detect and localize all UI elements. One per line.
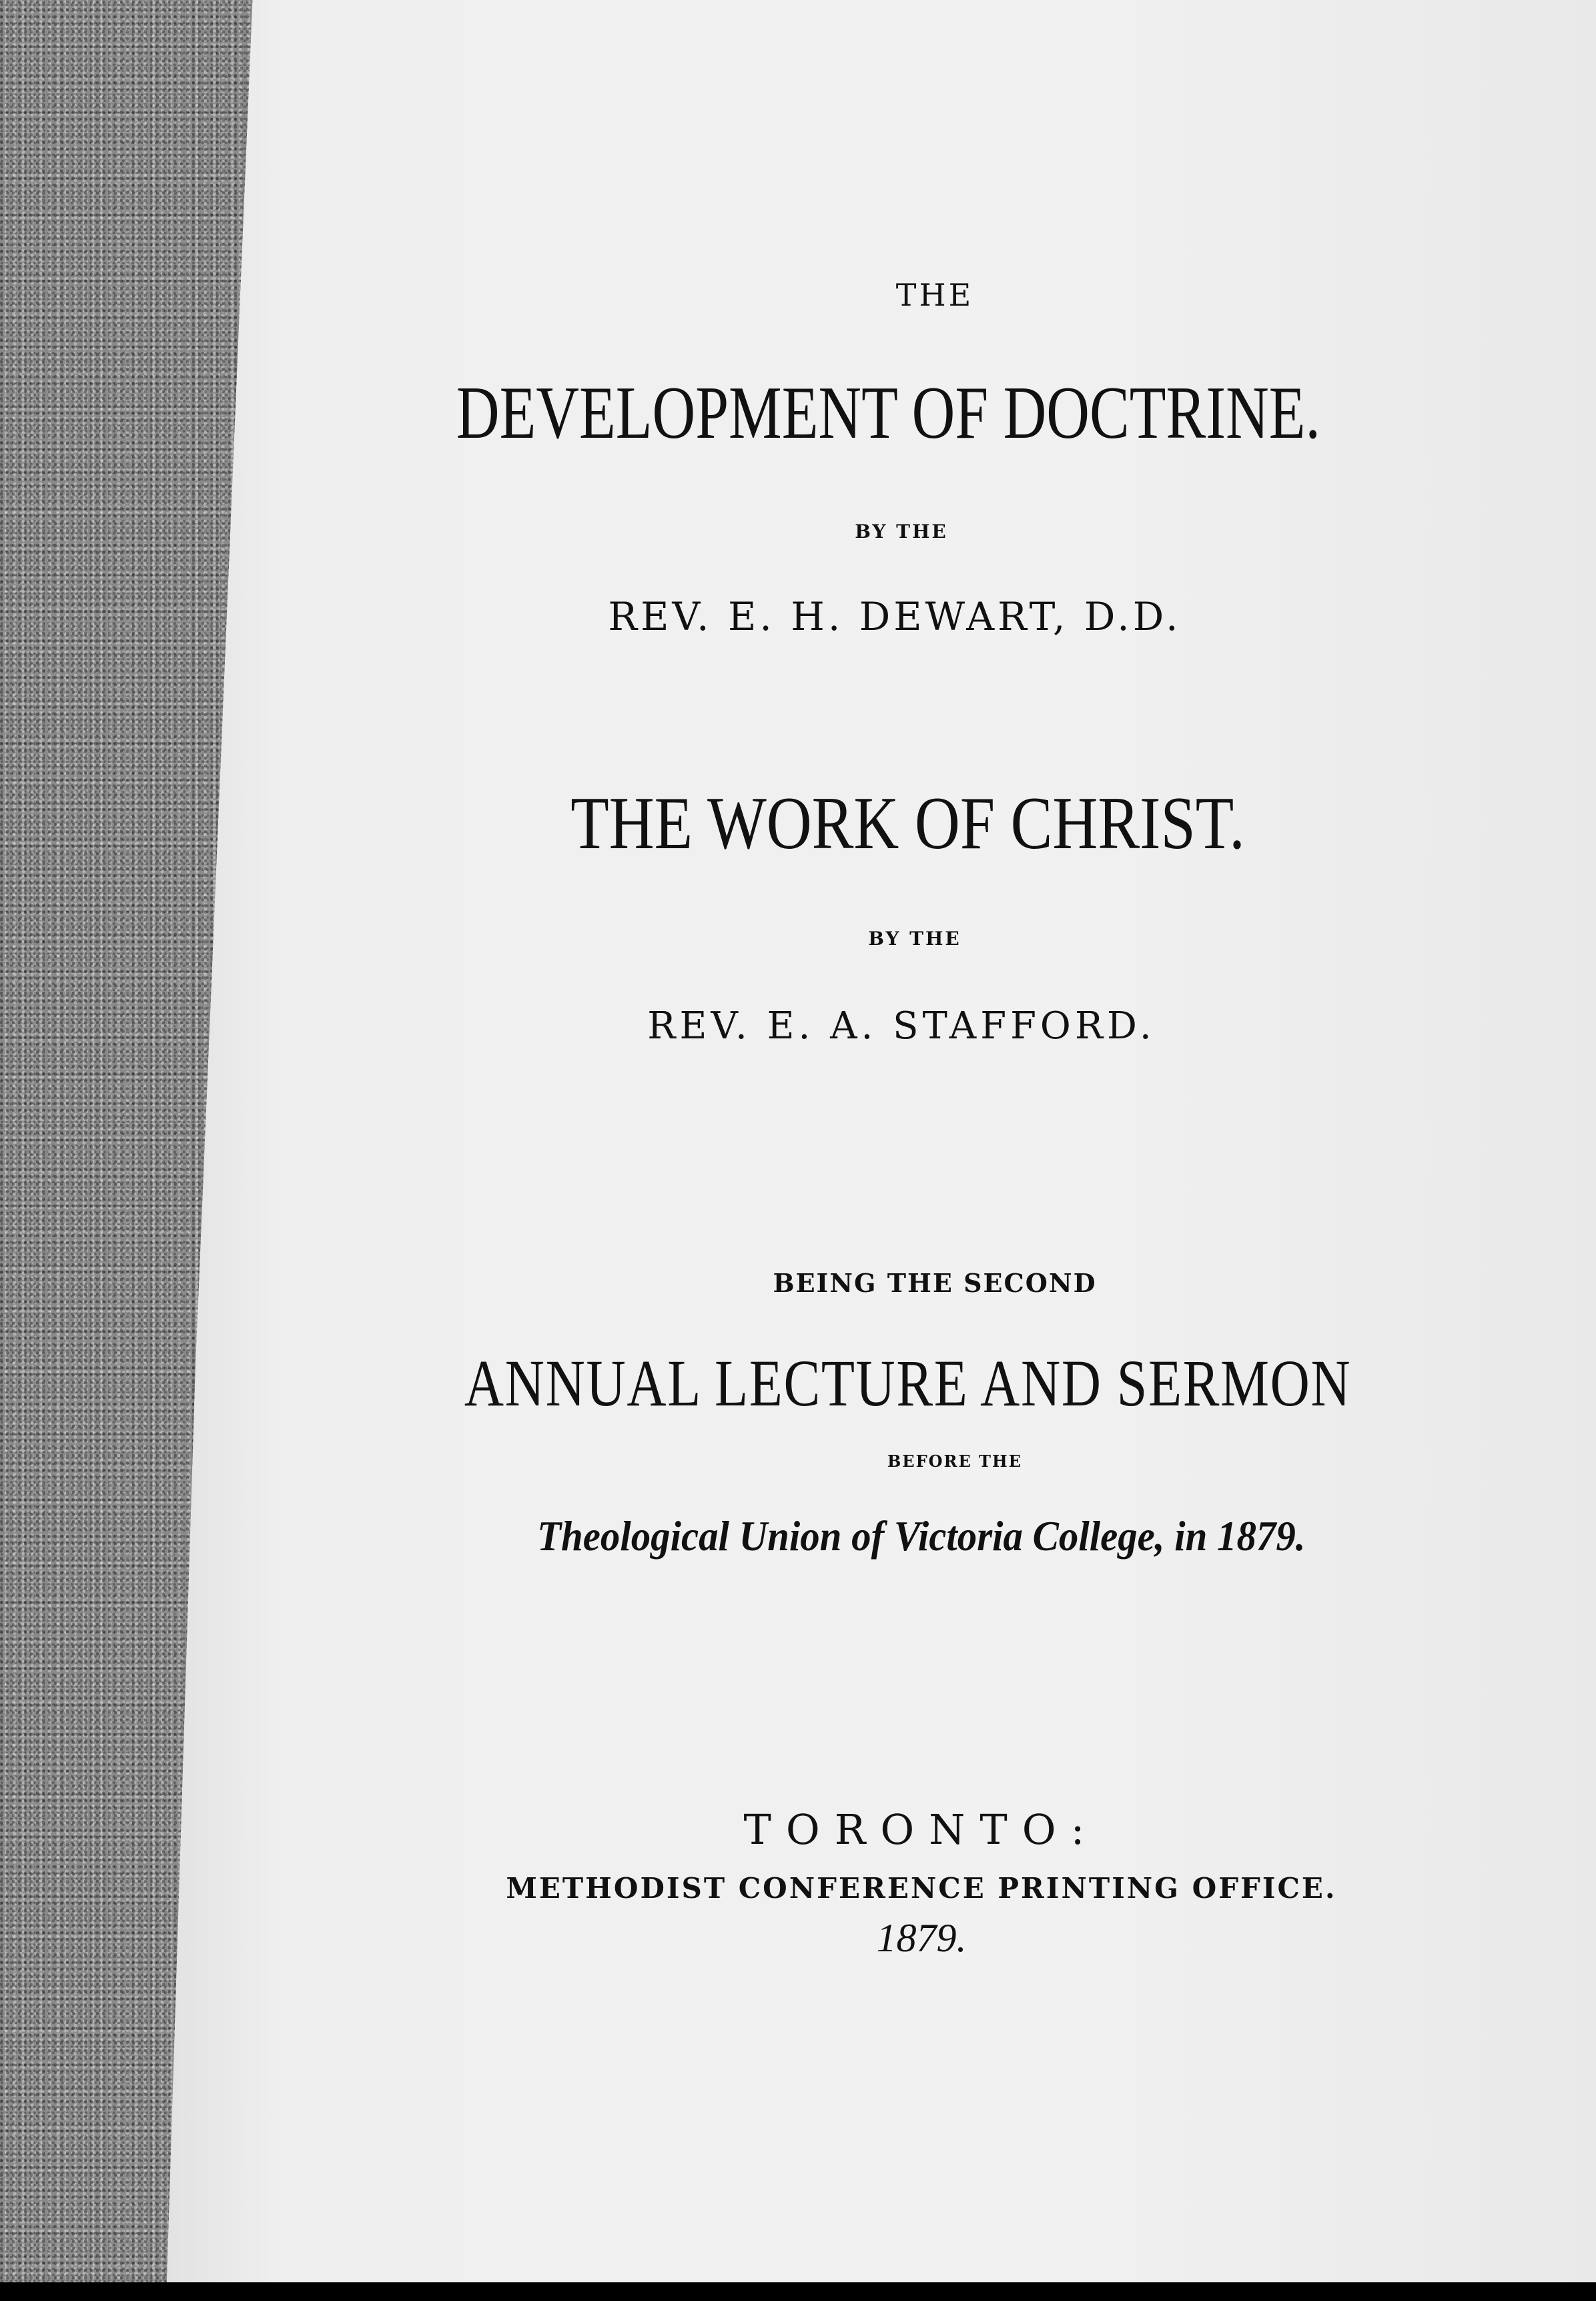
year-text: 1879. [876,1916,967,1960]
being-the-second-text: BEING THE SECOND [773,1268,1097,1298]
author-stafford [167,1004,1596,1048]
by-the-line-2 [167,928,1596,950]
city-text: TORONTO: [743,1805,1100,1854]
annual-text: ANNUAL LECTURE AND SERMON [464,1346,1352,1420]
by-the-1-text: BY THE [855,521,948,543]
publisher-text: METHODIST CONFERENCE PRINTING OFFICE. [506,1872,1337,1905]
author-dewart [167,594,1596,639]
title-work-of-christ [167,781,1596,867]
before-the [167,1451,1596,1471]
by-the-line-1 [167,521,1596,543]
being-the-second [167,1268,1596,1298]
title-development-of-doctrine [167,370,1596,456]
union-text: Theological Union of Victoria College, in 1879. [537,1512,1306,1560]
author-1-text: REV. E. H. DEWART, D.D. [608,594,1182,639]
author-2-text: REV. E. A. STAFFORD. [647,1004,1156,1048]
city-toronto [167,1805,1596,1854]
publisher [167,1872,1596,1905]
before-the-text: BEFORE THE [887,1451,1022,1471]
theological-union [167,1512,1596,1561]
word-the-text: THE [895,277,974,313]
title-page-content [167,0,1596,2282]
publication-year [167,1915,1596,1961]
word-the [167,277,1596,313]
title-2-text: THE WORK OF CHRIST. [570,782,1246,865]
title-1-text: DEVELOPMENT OF DOCTRINE. [456,372,1320,454]
by-the-2-text: BY THE [868,928,961,950]
annual-lecture-and-sermon [167,1345,1596,1421]
